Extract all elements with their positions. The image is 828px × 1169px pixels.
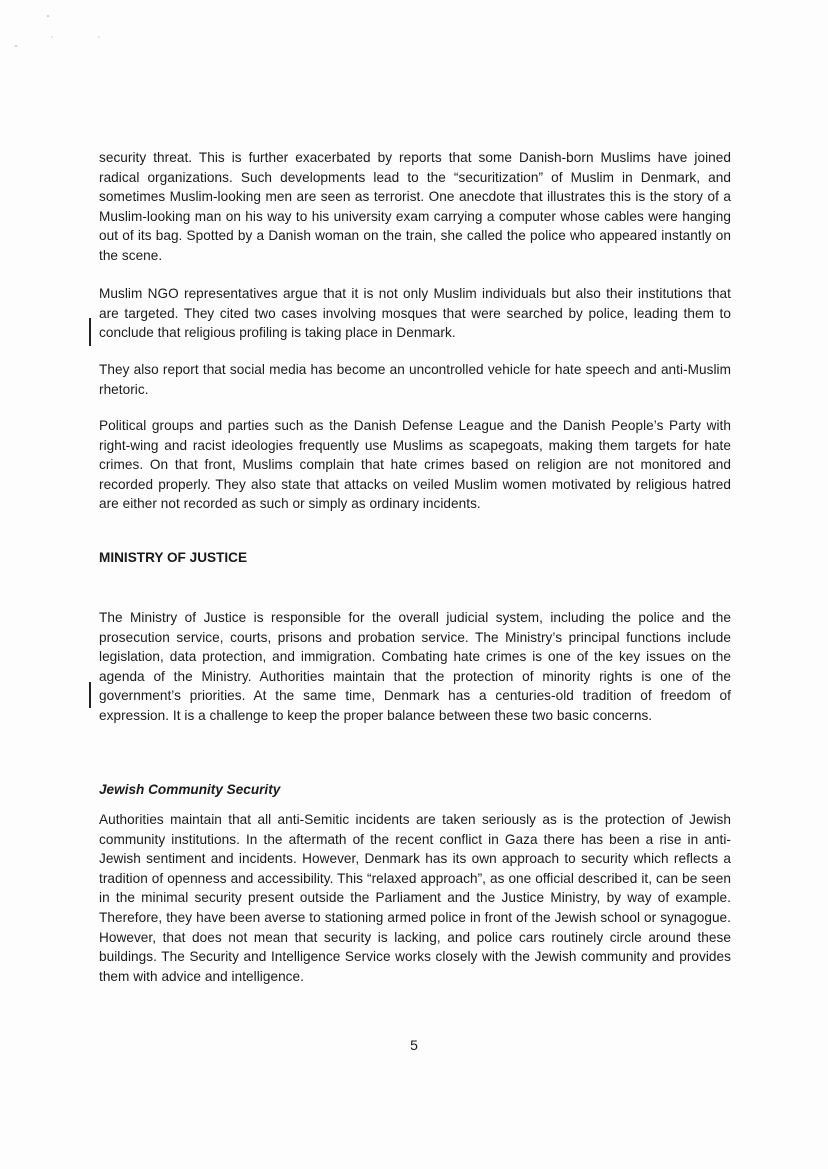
scan-artifact-marks (0, 0, 120, 60)
section-heading: MINISTRY OF JUSTICE (99, 550, 248, 565)
section-subheading: Jewish Community Security (99, 782, 281, 797)
body-paragraph: Authorities maintain that all anti-Semitic incidents are taken seriously as is the protection of Jewish community institutions. In the aftermath of the recent conflict in Gaza there has been a rise in anti-Jewish sentiment and incidents. However, Denmark has its own approach to security which reflects a tradition of openness and accessibility. This “relaxed approach”, as one official described it, can be seen in the minimal security present outside the Parliament and the Justice Ministry, by way of example. Therefore, they have been averse to stationing armed police in front of the Jewish school or synagogue. However, that does not mean that security is lacking, and police cars routinely circle around these buildings. The Security and Intelligence Service works closely with the Jewish community and provides them with advice and intelligence. (99, 812, 731, 984)
revision-change-bar (89, 682, 91, 708)
body-paragraph: Political groups and parties such as the Danish Defense League and the Danish People’s Party with right-wing and racist ideologies frequently use Muslims as scapegoats, making them targets for hate crimes. On that front, Muslims complain that hate crimes based on religion are not monitored and recorded properly. They also state that attacks on veiled Muslim women motivated by religious hatred are either not recorded as such or simply as ordinary incidents. (99, 418, 731, 512)
body-paragraph: The Ministry of Justice is responsible for the overall judicial system, including the police and the prosecution service, courts, prisons and probation service. The Ministry’s principal functions include legislation, data protection, and immigration. Combating hate crimes is one of the key issues on the agenda of the Ministry. Authorities maintain that the protection of minority rights is one of the government’s priorities. At the same time, Denmark has a centuries-old tradition of freedom of expression. It is a challenge to keep the proper balance between these two basic concerns. (99, 610, 731, 723)
revision-change-bar (89, 318, 91, 346)
body-paragraph: Muslim NGO representatives argue that it is not only Muslim individuals but also their institutions that are targeted. They cited two cases involving mosques that were searched by police, leading them to conclude that religious profiling is taking place in Denmark. (99, 286, 731, 341)
body-paragraph: They also report that social media has become an uncontrolled vehicle for hate speech and anti-Muslim rhetoric. (99, 362, 731, 397)
page-number: 5 (410, 1037, 418, 1053)
body-paragraph: security threat. This is further exacerbated by reports that some Danish-born Muslims have joined radical organizations. Such developments lead to the “securitization” of Muslim in Denmark, and sometimes Muslim-looking men are seen as terrorist. One anecdote that illustrates this is the story of a Muslim-looking man on his way to his university exam carrying a computer whose cables were hanging out of its bag. Spotted by a Danish woman on the train, she called the police who appeared instantly on the scene. (99, 150, 731, 263)
